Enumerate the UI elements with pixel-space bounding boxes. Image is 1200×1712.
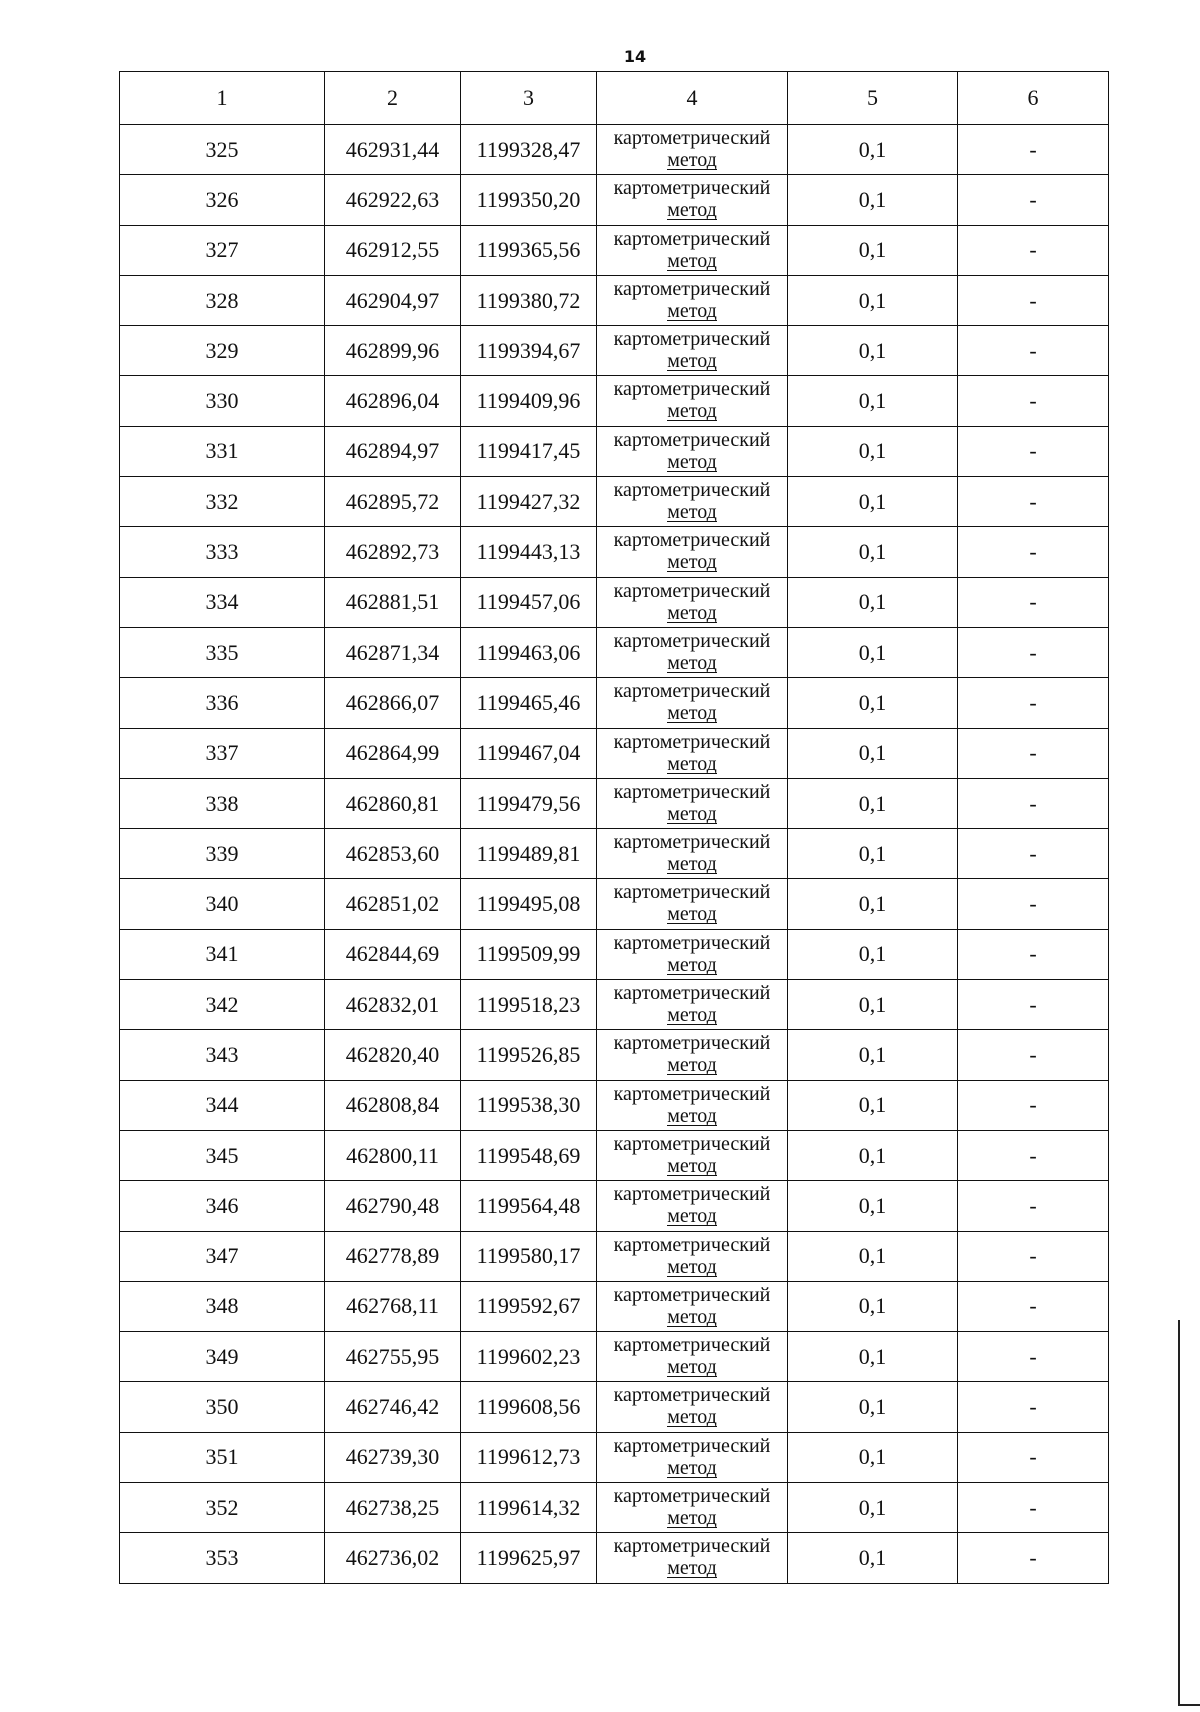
method-line2: метод bbox=[667, 1255, 717, 1278]
x-coordinate-cell: 462866,07 bbox=[325, 678, 461, 728]
x-coordinate-cell: 462892,73 bbox=[325, 527, 461, 577]
note-cell: - bbox=[958, 1483, 1109, 1533]
y-coordinate-cell: 1199380,72 bbox=[461, 275, 597, 325]
accuracy-cell: 0,1 bbox=[788, 326, 958, 376]
x-coordinate-cell: 462832,01 bbox=[325, 980, 461, 1030]
x-coordinate-cell: 462899,96 bbox=[325, 326, 461, 376]
header-col-4: 4 bbox=[597, 72, 788, 125]
method-cell bbox=[597, 929, 788, 979]
point-number-cell: 349 bbox=[120, 1332, 325, 1382]
accuracy-cell: 0,1 bbox=[788, 477, 958, 527]
accuracy-cell: 0,1 bbox=[788, 1432, 958, 1482]
method-line1: картометрический bbox=[613, 1132, 771, 1155]
note-cell: - bbox=[958, 1382, 1109, 1432]
point-number-cell: 350 bbox=[120, 1382, 325, 1432]
method-cell bbox=[597, 778, 788, 828]
method-line1: картометрический bbox=[613, 1183, 771, 1206]
header-col-6: 6 bbox=[958, 72, 1109, 125]
note-cell: - bbox=[958, 1332, 1109, 1382]
method-line2: метод bbox=[667, 551, 717, 574]
method-line2: метод bbox=[667, 702, 717, 725]
table-row bbox=[120, 125, 1109, 175]
y-coordinate-cell: 1199465,46 bbox=[461, 678, 597, 728]
table-row bbox=[120, 1432, 1109, 1482]
y-coordinate-cell: 1199509,99 bbox=[461, 929, 597, 979]
point-number-cell: 342 bbox=[120, 980, 325, 1030]
note-cell: - bbox=[958, 980, 1109, 1030]
method-line1: картометрический bbox=[613, 780, 771, 803]
method-line1: картометрический bbox=[613, 1283, 771, 1306]
method-cell bbox=[597, 728, 788, 778]
note-cell: - bbox=[958, 627, 1109, 677]
table-row bbox=[120, 275, 1109, 325]
note-cell: - bbox=[958, 275, 1109, 325]
x-coordinate-cell: 462820,40 bbox=[325, 1030, 461, 1080]
method-line1: картометрический bbox=[613, 328, 771, 351]
method-line1: картометрический bbox=[613, 1334, 771, 1357]
method-cell bbox=[597, 326, 788, 376]
method-cell bbox=[597, 426, 788, 476]
point-number-cell: 347 bbox=[120, 1231, 325, 1281]
accuracy-cell: 0,1 bbox=[788, 1281, 958, 1331]
note-cell: - bbox=[958, 678, 1109, 728]
method-line2: метод bbox=[667, 1104, 717, 1127]
x-coordinate-cell: 462922,63 bbox=[325, 175, 461, 225]
x-coordinate-cell: 462808,84 bbox=[325, 1080, 461, 1130]
method-line1: картометрический bbox=[613, 931, 771, 954]
method-line2: метод bbox=[667, 1054, 717, 1077]
point-number-cell: 343 bbox=[120, 1030, 325, 1080]
method-cell bbox=[597, 1483, 788, 1533]
scan-edge-line bbox=[1178, 1320, 1180, 1705]
y-coordinate-cell: 1199489,81 bbox=[461, 829, 597, 879]
method-line2: метод bbox=[667, 1205, 717, 1228]
method-cell bbox=[597, 980, 788, 1030]
method-line1: картометрический bbox=[613, 428, 771, 451]
method-line2: метод bbox=[667, 1456, 717, 1479]
table-row bbox=[120, 1231, 1109, 1281]
note-cell: - bbox=[958, 1130, 1109, 1180]
table-row bbox=[120, 326, 1109, 376]
method-line1: картометрический bbox=[613, 1233, 771, 1256]
y-coordinate-cell: 1199564,48 bbox=[461, 1181, 597, 1231]
y-coordinate-cell: 1199463,06 bbox=[461, 627, 597, 677]
accuracy-cell: 0,1 bbox=[788, 1080, 958, 1130]
method-cell bbox=[597, 225, 788, 275]
method-line2: метод bbox=[667, 651, 717, 674]
point-number-cell: 348 bbox=[120, 1281, 325, 1331]
method-cell bbox=[597, 1231, 788, 1281]
table-row bbox=[120, 829, 1109, 879]
x-coordinate-cell: 462778,89 bbox=[325, 1231, 461, 1281]
method-cell bbox=[597, 1533, 788, 1583]
accuracy-cell: 0,1 bbox=[788, 1533, 958, 1583]
method-cell bbox=[597, 125, 788, 175]
method-line2: метод bbox=[667, 1154, 717, 1177]
point-number-cell: 330 bbox=[120, 376, 325, 426]
method-line2: метод bbox=[667, 249, 717, 272]
point-number-cell: 325 bbox=[120, 125, 325, 175]
note-cell: - bbox=[958, 929, 1109, 979]
y-coordinate-cell: 1199467,04 bbox=[461, 728, 597, 778]
accuracy-cell: 0,1 bbox=[788, 1231, 958, 1281]
table-row bbox=[120, 577, 1109, 627]
method-line2: метод bbox=[667, 1406, 717, 1429]
x-coordinate-cell: 462738,25 bbox=[325, 1483, 461, 1533]
table-row bbox=[120, 376, 1109, 426]
point-number-cell: 335 bbox=[120, 627, 325, 677]
point-number-cell: 340 bbox=[120, 879, 325, 929]
accuracy-cell: 0,1 bbox=[788, 275, 958, 325]
point-number-cell: 351 bbox=[120, 1432, 325, 1482]
scan-edge-corner bbox=[1178, 1704, 1200, 1706]
accuracy-cell: 0,1 bbox=[788, 1483, 958, 1533]
method-line1: картометрический bbox=[613, 227, 771, 250]
method-line1: картометрический bbox=[613, 378, 771, 401]
point-number-cell: 341 bbox=[120, 929, 325, 979]
point-number-cell: 338 bbox=[120, 778, 325, 828]
x-coordinate-cell: 462931,44 bbox=[325, 125, 461, 175]
table-row bbox=[120, 627, 1109, 677]
method-cell bbox=[597, 1432, 788, 1482]
point-number-cell: 339 bbox=[120, 829, 325, 879]
point-number-cell: 352 bbox=[120, 1483, 325, 1533]
accuracy-cell: 0,1 bbox=[788, 980, 958, 1030]
method-line1: картометрический bbox=[613, 1434, 771, 1457]
table-row bbox=[120, 477, 1109, 527]
note-cell: - bbox=[958, 778, 1109, 828]
accuracy-cell: 0,1 bbox=[788, 175, 958, 225]
point-number-cell: 344 bbox=[120, 1080, 325, 1130]
method-line1: картометрический bbox=[613, 730, 771, 753]
x-coordinate-cell: 462851,02 bbox=[325, 879, 461, 929]
header-col-1: 1 bbox=[120, 72, 325, 125]
note-cell: - bbox=[958, 175, 1109, 225]
accuracy-cell: 0,1 bbox=[788, 426, 958, 476]
accuracy-cell: 0,1 bbox=[788, 778, 958, 828]
x-coordinate-cell: 462736,02 bbox=[325, 1533, 461, 1583]
note-cell: - bbox=[958, 1181, 1109, 1231]
table-row bbox=[120, 778, 1109, 828]
point-number-cell: 329 bbox=[120, 326, 325, 376]
x-coordinate-cell: 462895,72 bbox=[325, 477, 461, 527]
accuracy-cell: 0,1 bbox=[788, 577, 958, 627]
accuracy-cell: 0,1 bbox=[788, 1332, 958, 1382]
x-coordinate-cell: 462790,48 bbox=[325, 1181, 461, 1231]
table-row bbox=[120, 1080, 1109, 1130]
method-cell bbox=[597, 1181, 788, 1231]
method-cell bbox=[597, 627, 788, 677]
x-coordinate-cell: 462739,30 bbox=[325, 1432, 461, 1482]
method-cell bbox=[597, 577, 788, 627]
method-cell bbox=[597, 527, 788, 577]
y-coordinate-cell: 1199328,47 bbox=[461, 125, 597, 175]
page-number: 14 bbox=[623, 47, 647, 66]
table-row bbox=[120, 1030, 1109, 1080]
method-line1: картометрический bbox=[613, 277, 771, 300]
y-coordinate-cell: 1199580,17 bbox=[461, 1231, 597, 1281]
method-cell bbox=[597, 1080, 788, 1130]
method-line2: метод bbox=[667, 853, 717, 876]
point-number-cell: 327 bbox=[120, 225, 325, 275]
method-line2: метод bbox=[667, 299, 717, 322]
method-line2: метод bbox=[667, 903, 717, 926]
point-number-cell: 333 bbox=[120, 527, 325, 577]
x-coordinate-cell: 462768,11 bbox=[325, 1281, 461, 1331]
table-body bbox=[120, 125, 1109, 1584]
x-coordinate-cell: 462800,11 bbox=[325, 1130, 461, 1180]
x-coordinate-cell: 462853,60 bbox=[325, 829, 461, 879]
point-number-cell: 345 bbox=[120, 1130, 325, 1180]
accuracy-cell: 0,1 bbox=[788, 225, 958, 275]
table-row bbox=[120, 1533, 1109, 1583]
method-line1: картометрический bbox=[613, 1032, 771, 1055]
accuracy-cell: 0,1 bbox=[788, 1382, 958, 1432]
method-line1: картометрический bbox=[613, 479, 771, 502]
point-number-cell: 346 bbox=[120, 1181, 325, 1231]
method-line2: метод bbox=[667, 802, 717, 825]
accuracy-cell: 0,1 bbox=[788, 829, 958, 879]
y-coordinate-cell: 1199602,23 bbox=[461, 1332, 597, 1382]
x-coordinate-cell: 462894,97 bbox=[325, 426, 461, 476]
y-coordinate-cell: 1199625,97 bbox=[461, 1533, 597, 1583]
table-row bbox=[120, 175, 1109, 225]
method-line1: картометрический bbox=[613, 680, 771, 703]
y-coordinate-cell: 1199350,20 bbox=[461, 175, 597, 225]
table-row bbox=[120, 1181, 1109, 1231]
method-cell bbox=[597, 175, 788, 225]
note-cell: - bbox=[958, 879, 1109, 929]
method-line2: метод bbox=[667, 1004, 717, 1027]
y-coordinate-cell: 1199409,96 bbox=[461, 376, 597, 426]
method-cell bbox=[597, 1332, 788, 1382]
method-line2: метод bbox=[667, 953, 717, 976]
accuracy-cell: 0,1 bbox=[788, 125, 958, 175]
table-row bbox=[120, 225, 1109, 275]
y-coordinate-cell: 1199394,67 bbox=[461, 326, 597, 376]
method-line1: картометрический bbox=[613, 1082, 771, 1105]
y-coordinate-cell: 1199365,56 bbox=[461, 225, 597, 275]
note-cell: - bbox=[958, 1281, 1109, 1331]
point-number-cell: 328 bbox=[120, 275, 325, 325]
table-row bbox=[120, 1130, 1109, 1180]
point-number-cell: 326 bbox=[120, 175, 325, 225]
note-cell: - bbox=[958, 1432, 1109, 1482]
point-number-cell: 353 bbox=[120, 1533, 325, 1583]
y-coordinate-cell: 1199538,30 bbox=[461, 1080, 597, 1130]
coordinates-table bbox=[119, 71, 1109, 1584]
method-line1: картометрический bbox=[613, 579, 771, 602]
x-coordinate-cell: 462896,04 bbox=[325, 376, 461, 426]
x-coordinate-cell: 462912,55 bbox=[325, 225, 461, 275]
point-number-cell: 336 bbox=[120, 678, 325, 728]
note-cell: - bbox=[958, 326, 1109, 376]
note-cell: - bbox=[958, 426, 1109, 476]
note-cell: - bbox=[958, 527, 1109, 577]
method-line1: картометрический bbox=[613, 881, 771, 904]
method-line2: метод bbox=[667, 400, 717, 423]
accuracy-cell: 0,1 bbox=[788, 1030, 958, 1080]
x-coordinate-cell: 462755,95 bbox=[325, 1332, 461, 1382]
table-row bbox=[120, 678, 1109, 728]
header-col-3: 3 bbox=[461, 72, 597, 125]
method-cell bbox=[597, 275, 788, 325]
table-row bbox=[120, 426, 1109, 476]
method-line2: метод bbox=[667, 1305, 717, 1328]
table-row bbox=[120, 1332, 1109, 1382]
accuracy-cell: 0,1 bbox=[788, 1130, 958, 1180]
y-coordinate-cell: 1199457,06 bbox=[461, 577, 597, 627]
y-coordinate-cell: 1199612,73 bbox=[461, 1432, 597, 1482]
method-cell bbox=[597, 678, 788, 728]
table-row bbox=[120, 1483, 1109, 1533]
accuracy-cell: 0,1 bbox=[788, 879, 958, 929]
note-cell: - bbox=[958, 829, 1109, 879]
method-line1: картометрический bbox=[613, 1535, 771, 1558]
x-coordinate-cell: 462904,97 bbox=[325, 275, 461, 325]
method-cell bbox=[597, 376, 788, 426]
y-coordinate-cell: 1199518,23 bbox=[461, 980, 597, 1030]
method-cell bbox=[597, 829, 788, 879]
method-line2: метод bbox=[667, 601, 717, 624]
y-coordinate-cell: 1199614,32 bbox=[461, 1483, 597, 1533]
table-row bbox=[120, 1281, 1109, 1331]
note-cell: - bbox=[958, 1231, 1109, 1281]
method-line2: метод bbox=[667, 1507, 717, 1530]
point-number-cell: 332 bbox=[120, 477, 325, 527]
note-cell: - bbox=[958, 577, 1109, 627]
y-coordinate-cell: 1199526,85 bbox=[461, 1030, 597, 1080]
x-coordinate-cell: 462844,69 bbox=[325, 929, 461, 979]
y-coordinate-cell: 1199417,45 bbox=[461, 426, 597, 476]
y-coordinate-cell: 1199592,67 bbox=[461, 1281, 597, 1331]
note-cell: - bbox=[958, 376, 1109, 426]
method-line1: картометрический bbox=[613, 982, 771, 1005]
note-cell: - bbox=[958, 728, 1109, 778]
note-cell: - bbox=[958, 125, 1109, 175]
y-coordinate-cell: 1199548,69 bbox=[461, 1130, 597, 1180]
table-row bbox=[120, 728, 1109, 778]
method-cell bbox=[597, 1030, 788, 1080]
table-row bbox=[120, 527, 1109, 577]
method-line1: картометрический bbox=[613, 529, 771, 552]
note-cell: - bbox=[958, 1533, 1109, 1583]
method-line2: метод bbox=[667, 450, 717, 473]
method-line1: картометрический bbox=[613, 629, 771, 652]
y-coordinate-cell: 1199608,56 bbox=[461, 1382, 597, 1432]
accuracy-cell: 0,1 bbox=[788, 678, 958, 728]
table-row bbox=[120, 929, 1109, 979]
table-row bbox=[120, 1382, 1109, 1432]
y-coordinate-cell: 1199427,32 bbox=[461, 477, 597, 527]
method-line1: картометрический bbox=[613, 1384, 771, 1407]
point-number-cell: 331 bbox=[120, 426, 325, 476]
method-line2: метод bbox=[667, 1356, 717, 1379]
x-coordinate-cell: 462746,42 bbox=[325, 1382, 461, 1432]
table-row bbox=[120, 980, 1109, 1030]
table-header-row bbox=[120, 72, 1109, 125]
method-line1: картометрический bbox=[613, 127, 771, 149]
accuracy-cell: 0,1 bbox=[788, 1181, 958, 1231]
method-line2: метод bbox=[667, 752, 717, 775]
header-col-2: 2 bbox=[325, 72, 461, 125]
x-coordinate-cell: 462871,34 bbox=[325, 627, 461, 677]
method-line2: метод bbox=[667, 199, 717, 222]
note-cell: - bbox=[958, 477, 1109, 527]
accuracy-cell: 0,1 bbox=[788, 376, 958, 426]
method-cell bbox=[597, 1382, 788, 1432]
note-cell: - bbox=[958, 1030, 1109, 1080]
method-line1: картометрический bbox=[613, 177, 771, 200]
method-line1: картометрический bbox=[613, 831, 771, 854]
x-coordinate-cell: 462881,51 bbox=[325, 577, 461, 627]
method-line2: метод bbox=[667, 501, 717, 524]
x-coordinate-cell: 462864,99 bbox=[325, 728, 461, 778]
note-cell: - bbox=[958, 1080, 1109, 1130]
y-coordinate-cell: 1199479,56 bbox=[461, 778, 597, 828]
method-line2: метод bbox=[667, 350, 717, 373]
accuracy-cell: 0,1 bbox=[788, 527, 958, 577]
method-cell bbox=[597, 1130, 788, 1180]
method-line1: картометрический bbox=[613, 1485, 771, 1508]
header-col-5: 5 bbox=[788, 72, 958, 125]
y-coordinate-cell: 1199443,13 bbox=[461, 527, 597, 577]
method-cell bbox=[597, 1281, 788, 1331]
accuracy-cell: 0,1 bbox=[788, 929, 958, 979]
accuracy-cell: 0,1 bbox=[788, 627, 958, 677]
point-number-cell: 337 bbox=[120, 728, 325, 778]
point-number-cell: 334 bbox=[120, 577, 325, 627]
y-coordinate-cell: 1199495,08 bbox=[461, 879, 597, 929]
note-cell: - bbox=[958, 225, 1109, 275]
x-coordinate-cell: 462860,81 bbox=[325, 778, 461, 828]
method-line2: метод bbox=[667, 149, 717, 171]
accuracy-cell: 0,1 bbox=[788, 728, 958, 778]
table-row bbox=[120, 879, 1109, 929]
method-line2: метод bbox=[667, 1557, 717, 1580]
method-cell bbox=[597, 477, 788, 527]
method-cell bbox=[597, 879, 788, 929]
